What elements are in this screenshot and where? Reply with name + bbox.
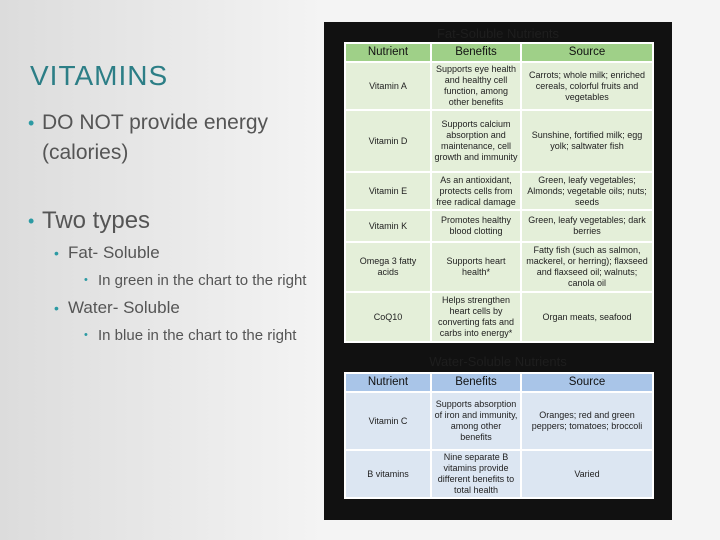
bullet-dot-icon: • — [84, 274, 88, 286]
cell-nutrient: Vitamin K — [345, 210, 431, 242]
bullet-two-types — [28, 206, 308, 236]
cell-source: Sunshine, fortified milk; egg yolk; saltwater fish — [521, 110, 653, 172]
bullet-fat-soluble-note — [84, 270, 308, 291]
bullet-text: DO NOT provide energy (calories) — [42, 111, 269, 164]
bullet-text: Water- Soluble — [68, 298, 180, 317]
header-nutrient: Nutrient — [345, 43, 431, 62]
bullet-energy — [28, 108, 308, 168]
cell-benefits: Promotes healthy blood clotting — [431, 210, 521, 242]
cell-benefits: Supports absorption of iron and immunity, among other benefits — [431, 392, 521, 450]
fat-table-caption: Fat-Soluble Nutrients — [436, 26, 560, 41]
bullet-dot-icon: • — [84, 329, 88, 341]
table-header-row — [345, 43, 653, 62]
table-row — [345, 172, 653, 210]
water-table-caption: Water-Soluble Nutrients — [429, 354, 567, 369]
bullet-dot-icon: • — [54, 300, 59, 316]
slide-title: VITAMINS — [30, 60, 169, 91]
cell-source: Oranges; red and green peppers; tomatoes; broccoli — [521, 392, 653, 450]
table-row — [345, 210, 653, 242]
bullet-text: Two types — [42, 207, 151, 234]
bullet-list — [28, 108, 308, 346]
table-row — [345, 242, 653, 292]
table-row — [345, 392, 653, 450]
cell-benefits: As an antioxidant, protects cells from free radical damage — [431, 172, 521, 210]
cell-source: Green, leafy vegetables; dark berries — [521, 210, 653, 242]
cell-nutrient: Omega 3 fatty acids — [345, 242, 431, 292]
bullet-dot-icon: • — [28, 211, 35, 231]
cell-source: Organ meats, seafood — [521, 292, 653, 342]
cell-nutrient: Vitamin C — [345, 392, 431, 450]
table-row — [345, 450, 653, 498]
header-benefits: Benefits — [431, 373, 521, 392]
cell-source: Fatty fish (such as salmon, mackerel, or herring); flaxseed and flaxseed oil; walnuts; canola oil — [521, 242, 653, 292]
nutrient-chart-image — [324, 22, 672, 520]
header-source: Source — [521, 43, 653, 62]
header-benefits: Benefits — [431, 43, 521, 62]
cell-source: Green, leafy vegetables; Almonds; vegetable oils; nuts; seeds — [521, 172, 653, 210]
cell-nutrient: B vitamins — [345, 450, 431, 498]
bullet-dot-icon: • — [54, 245, 59, 261]
bullet-text: In blue in the chart to the right — [98, 327, 297, 344]
cell-benefits: Supports eye health and healthy cell function, among other benefits — [431, 62, 521, 110]
cell-source: Varied — [521, 450, 653, 498]
bullet-water-soluble — [54, 297, 308, 319]
cell-nutrient: Vitamin D — [345, 110, 431, 172]
cell-source: Carrots; whole milk; enriched cereals, colorful fruits and vegetables — [521, 62, 653, 110]
table-row — [345, 292, 653, 342]
cell-nutrient: CoQ10 — [345, 292, 431, 342]
table-row — [345, 62, 653, 110]
table-header-row — [345, 373, 653, 392]
bullet-dot-icon: • — [28, 113, 35, 133]
header-source: Source — [521, 373, 653, 392]
header-nutrient: Nutrient — [345, 373, 431, 392]
cell-nutrient: Vitamin A — [345, 62, 431, 110]
bullet-water-soluble-note — [84, 325, 308, 346]
cell-nutrient: Vitamin E — [345, 172, 431, 210]
bullet-text: In green in the chart to the right — [98, 272, 307, 289]
cell-benefits: Supports calcium absorption and maintenance, cell growth and immunity — [431, 110, 521, 172]
water-soluble-table — [344, 372, 654, 499]
cell-benefits: Nine separate B vitamins provide different benefits to total health — [431, 450, 521, 498]
table-row — [345, 110, 653, 172]
cell-benefits: Supports heart health* — [431, 242, 521, 292]
bullet-fat-soluble — [54, 242, 308, 264]
cell-benefits: Helps strengthen heart cells by converting fats and carbs into energy* — [431, 292, 521, 342]
bullet-text: Fat- Soluble — [68, 243, 160, 262]
fat-soluble-table — [344, 42, 654, 343]
